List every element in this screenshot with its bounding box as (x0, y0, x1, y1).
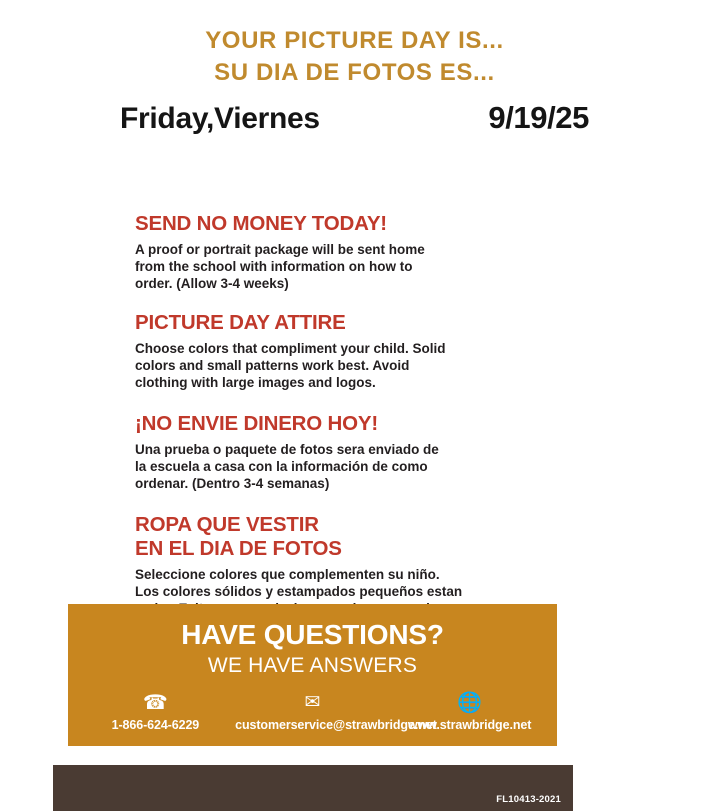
picture-day-weekday: Friday,Viernes (120, 102, 320, 135)
block-title: PICTURE DAY ATTIRE (135, 311, 346, 334)
block-title: SEND NO MONEY TODAY! (135, 212, 387, 235)
block-body-line: Los colores sólidos y estampados pequeños estan (135, 584, 463, 599)
contact-phone[interactable] (78, 690, 233, 732)
block-body-line: colors and small patterns work best. Avoid (135, 358, 410, 373)
block-body-line: A proof or portrait package will be sent home (135, 242, 425, 257)
contact-email[interactable] (235, 690, 437, 732)
globe-icon: 🌐 (457, 692, 483, 714)
block-title-line1: ROPA QUE VESTIR (135, 513, 319, 536)
email-address[interactable]: customerservice@strawbridge.net (235, 718, 437, 732)
phone-number[interactable]: 1-866-624-6229 (111, 718, 200, 732)
block-body-line: clothing with large images and logos. (135, 375, 376, 390)
picture-day-date: 9/19/25 (488, 100, 589, 135)
block-body-line: la escuela a casa con la información de como (135, 459, 428, 474)
header (0, 0, 709, 136)
questions-band (68, 604, 557, 746)
date-row (0, 88, 709, 136)
block-body (135, 241, 495, 292)
block-picture-day-attire (135, 311, 535, 391)
contact-website[interactable] (392, 690, 547, 732)
block-title: ¡NO ENVIE DINERO HOY! (135, 412, 378, 435)
block-body-line: Choose colors that compliment your child. Solid (135, 341, 446, 356)
header-title-spanish: SU DIA DE FOTOS ES... (214, 59, 495, 86)
contact-row (68, 678, 557, 732)
header-title-english: YOUR PICTURE DAY IS... (205, 27, 504, 54)
block-ropa-que-vestir (135, 513, 535, 617)
block-body-line: order. (Allow 3-4 weeks) (135, 276, 289, 291)
block-send-no-money (135, 212, 535, 292)
block-body-line: Seleccione colores que complementen su niño. (135, 567, 440, 582)
questions-subtitle: WE HAVE ANSWERS (207, 654, 418, 677)
block-body-line: from the school with information on how to (135, 259, 413, 274)
block-title-line2: EN EL DIA DE FOTOS (135, 537, 342, 560)
block-title (135, 513, 535, 561)
footer-code: FL10413-2021 (496, 794, 561, 805)
block-body-line: ordenar. (Dentro 3-4 semanas) (135, 476, 330, 491)
questions-title: HAVE QUESTIONS? (181, 619, 444, 650)
info-blocks (0, 136, 535, 617)
block-body (135, 441, 495, 492)
block-body (135, 340, 495, 391)
envelope-icon: ✉ (304, 692, 321, 713)
block-no-envie-dinero (135, 412, 535, 492)
phone-icon: ☎ (142, 692, 168, 714)
footer-bar (53, 765, 573, 811)
block-body-line: Una prueba o paquete de fotos sera enviado de (135, 442, 439, 457)
website-url[interactable]: www.strawbridge.net (407, 718, 532, 732)
